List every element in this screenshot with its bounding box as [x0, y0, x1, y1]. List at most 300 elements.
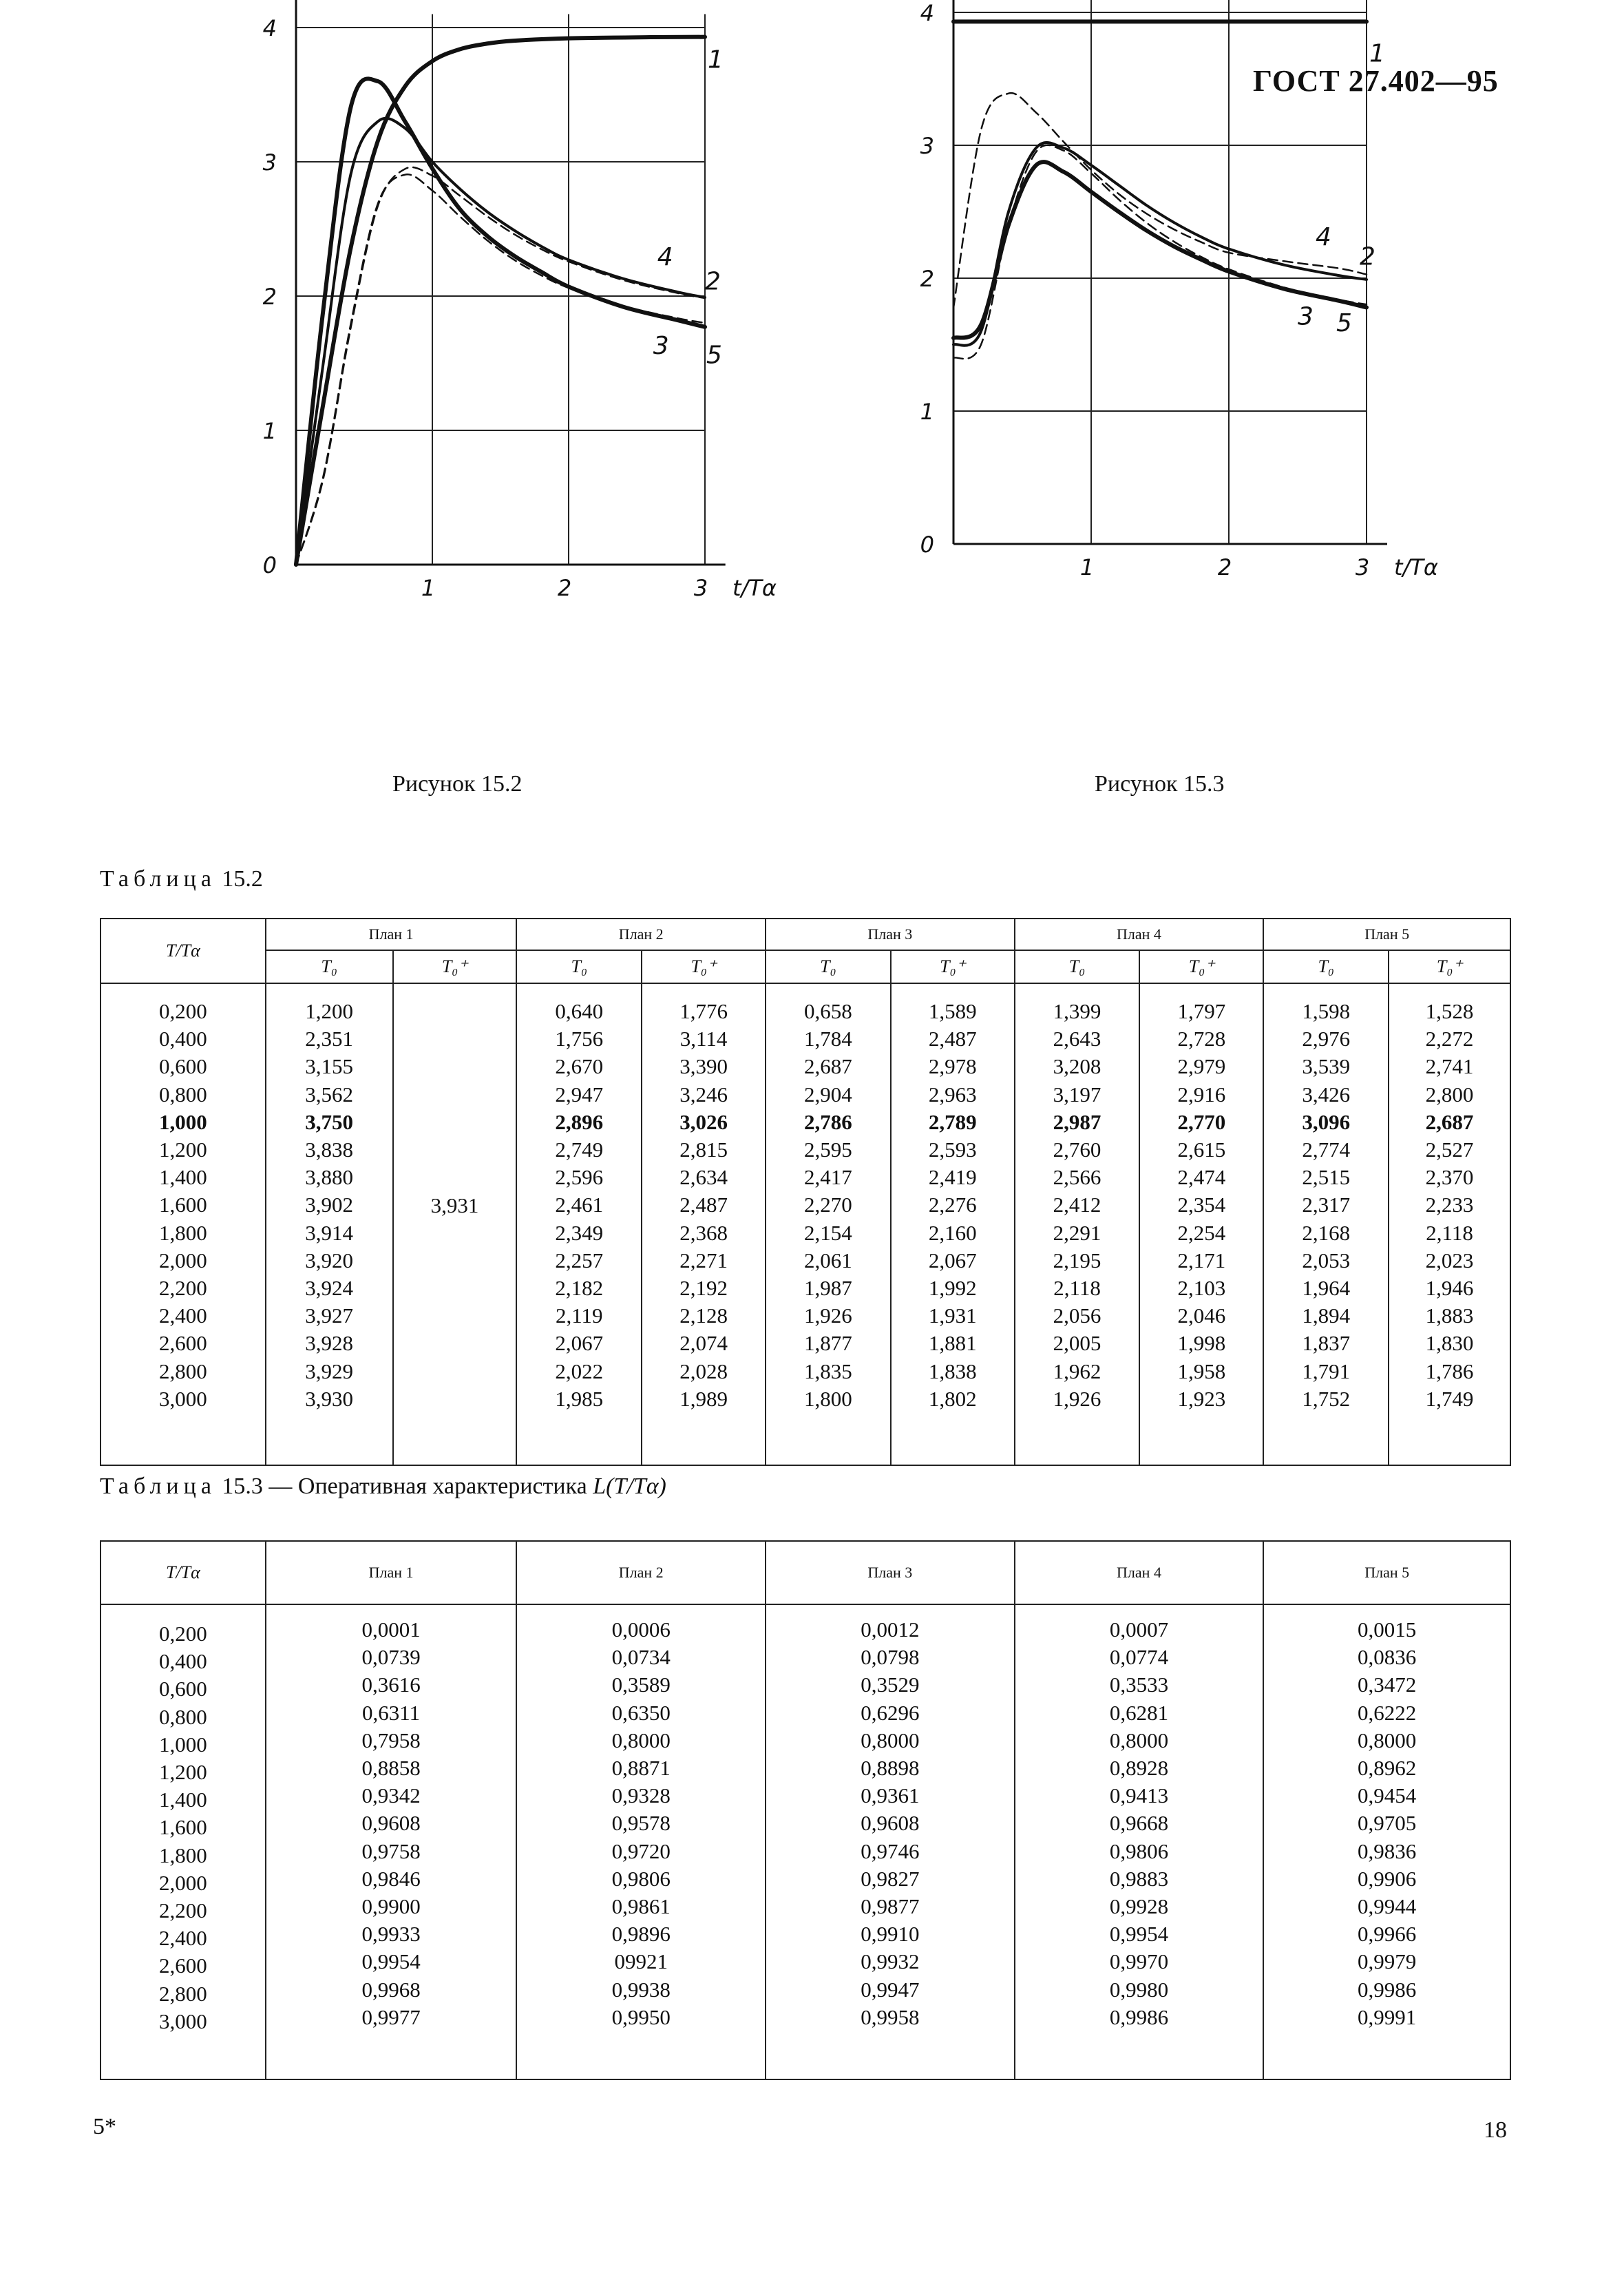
table-cell: 2,270	[804, 1193, 852, 1217]
table-cell: 1,589	[928, 999, 977, 1023]
plan2-t0-column	[516, 983, 642, 1465]
table-cell: 2,200	[159, 1898, 207, 1923]
plan-header: План 3	[766, 1541, 1015, 1604]
table-cell: 2,154	[804, 1220, 852, 1245]
table-cell: 2,400	[158, 1303, 207, 1328]
table-cell: 0,8000	[1109, 1728, 1169, 1752]
table-cell: 2,634	[679, 1165, 728, 1190]
table-cell: 1,881	[928, 1331, 977, 1356]
table-cell: 3,838	[305, 1138, 353, 1162]
sub-header-t0plus: T₀⁺	[1139, 950, 1263, 983]
table-cell: 3,197	[1053, 1082, 1101, 1107]
table-cell: 0,9806	[611, 1866, 671, 1891]
table-cell: 2,000	[158, 1248, 207, 1272]
x-tick-label: 2	[1217, 554, 1232, 580]
table-15-3	[100, 1540, 1511, 2080]
table-cell: 1,923	[1177, 1386, 1226, 1411]
table-cell: 2,272	[1425, 1027, 1474, 1051]
page-number: 18	[1484, 2117, 1507, 2143]
y-tick-label: 1	[262, 418, 277, 444]
table-cell: 3,924	[305, 1276, 353, 1301]
table-cell: 0,9608	[361, 1811, 421, 1836]
table-cell: 2,774	[1302, 1138, 1351, 1162]
x-axis-label: t/Tα	[1394, 554, 1438, 580]
sub-header-t0plus: T₀⁺	[891, 950, 1015, 983]
plan2-column	[516, 1604, 766, 2079]
table-cell: 0,800	[159, 1704, 207, 1729]
table-cell: 0,7958	[361, 1728, 421, 1752]
table-cell: 2,023	[1425, 1248, 1474, 1272]
table-cell: 0,9342	[361, 1783, 421, 1808]
table-cell: 0,9966	[1358, 1922, 1417, 1947]
table-title-function: L(T/Tα)	[593, 1474, 666, 1499]
table-cell: 0,9861	[611, 1894, 671, 1919]
plan-header: План 5	[1263, 919, 1510, 950]
curve-label: 5	[706, 341, 722, 370]
table-cell: 2,728	[1177, 1027, 1226, 1051]
table-cell: 0,9950	[611, 2004, 671, 2029]
table-cell: 1,926	[1053, 1386, 1101, 1411]
table-cell: 1,400	[158, 1165, 207, 1190]
table-cell: 0,0798	[861, 1645, 920, 1670]
table-title-number: 15.2	[222, 866, 263, 892]
table-cell: 2,770	[1177, 1109, 1226, 1134]
curve-5	[296, 174, 705, 565]
table-cell: 3,246	[679, 1082, 728, 1107]
table-cell: 2,056	[1053, 1303, 1101, 1328]
table-cell: 2,515	[1302, 1165, 1351, 1190]
ratio-header: T/Tα	[101, 919, 266, 983]
table-cell: 0,800	[158, 1082, 207, 1107]
table-cell: 2,595	[804, 1138, 852, 1162]
table-cell: 0,9758	[361, 1838, 421, 1863]
table-cell: 2,005	[1053, 1331, 1101, 1356]
table-cell: 3,000	[159, 2009, 207, 2033]
sub-header-t0plus: T₀⁺	[393, 950, 517, 983]
table-cell: 0,9986	[1109, 2004, 1169, 2029]
table-cell: 2,978	[928, 1054, 977, 1079]
table-cell: 0,400	[158, 1027, 207, 1051]
table-cell: 3,928	[305, 1331, 353, 1356]
plan-header: План 1	[266, 919, 517, 950]
table-cell: 0,9954	[361, 1949, 421, 1974]
table-cell: 0,9827	[861, 1866, 920, 1891]
table-cell: 3,390	[679, 1054, 728, 1079]
table-cell: 0,6296	[861, 1700, 920, 1725]
table-cell: 0,0007	[1109, 1617, 1169, 1642]
figure-15-2-chart	[238, 15, 788, 768]
table-cell: 2,171	[1177, 1248, 1226, 1272]
table-cell: 0,3472	[1358, 1673, 1417, 1697]
table-title-word: Таблица	[100, 866, 216, 892]
plan3-column	[766, 1604, 1015, 2079]
table-cell: 1,784	[804, 1027, 852, 1051]
table-cell: 3,927	[305, 1303, 353, 1328]
table-cell: 2,370	[1425, 1165, 1474, 1190]
table-cell: 0,9979	[1358, 1949, 1417, 1974]
table-cell: 2,566	[1053, 1165, 1101, 1190]
ratio-column	[101, 1604, 266, 2079]
ratio-column	[101, 983, 266, 1465]
y-tick-label: 4	[262, 15, 277, 41]
plan5-t0plus-column	[1389, 983, 1510, 1465]
table-cell: 1,877	[804, 1331, 852, 1356]
table-cell: 1,000	[158, 1109, 207, 1134]
curve-label: 3	[1298, 302, 1314, 331]
table-cell: 1,998	[1177, 1331, 1226, 1356]
table-cell: 2,687	[804, 1054, 852, 1079]
table-cell: 2,118	[1053, 1276, 1101, 1301]
sub-header-t0: T₀	[1263, 950, 1389, 983]
table-cell: 1,000	[159, 1732, 207, 1757]
sub-header-t0: T₀	[1015, 950, 1140, 983]
table-cell: 0,6350	[611, 1700, 671, 1725]
table-cell: 0,6311	[362, 1700, 421, 1725]
table-cell: 0,9413	[1109, 1783, 1169, 1808]
table-cell: 2,046	[1177, 1303, 1226, 1328]
table-cell: 2,291	[1053, 1220, 1101, 1245]
figure-15-3-caption: Рисунок 15.3	[1095, 771, 1225, 797]
table-cell: 3,026	[679, 1109, 728, 1134]
table-title-number: 15.3	[222, 1474, 263, 1499]
table-cell: 2,600	[158, 1331, 207, 1356]
table-cell: 2,400	[159, 1926, 207, 1951]
table-cell: 1,800	[158, 1220, 207, 1245]
table-cell: 1,894	[1302, 1303, 1351, 1328]
y-tick-label: 4	[920, 0, 934, 26]
table-cell: 0,0774	[1109, 1645, 1169, 1670]
table-cell: 0,9986	[1358, 1977, 1417, 2002]
sub-header-t0: T₀	[266, 950, 393, 983]
table-cell: 2,168	[1302, 1220, 1351, 1245]
table-cell: 2,195	[1053, 1248, 1101, 1272]
document-code: ГОСТ 27.402—95	[1253, 64, 1499, 98]
table-cell: 3,750	[305, 1109, 353, 1134]
table-cell: 3,562	[305, 1082, 353, 1107]
table-cell: 0,8928	[1109, 1756, 1169, 1781]
table-cell: 2,916	[1177, 1082, 1226, 1107]
table-cell: 0,6281	[1109, 1700, 1169, 1725]
table-cell: 2,276	[928, 1193, 977, 1217]
table-cell: 0,9836	[1358, 1838, 1417, 1863]
table-cell: 0,9980	[1109, 1977, 1169, 2002]
table-cell: 2,271	[679, 1248, 728, 1272]
curve-label: 2	[1360, 242, 1375, 271]
table-cell: 0,9361	[861, 1783, 920, 1808]
table-cell: 1,791	[1302, 1359, 1351, 1383]
table-cell: 2,487	[928, 1027, 977, 1051]
plan4-t0-column	[1015, 983, 1140, 1465]
table-cell: 0,9705	[1358, 1811, 1417, 1836]
table-cell: 0,0015	[1358, 1617, 1417, 1642]
table-cell: 2,128	[679, 1303, 728, 1328]
table-cell: 1,600	[158, 1193, 207, 1217]
plan-header: План 4	[1015, 919, 1264, 950]
table-cell: 3,880	[305, 1165, 353, 1190]
plan3-t0plus-column	[891, 983, 1015, 1465]
table-cell: 2,022	[555, 1359, 604, 1383]
table-cell: 1,926	[804, 1303, 852, 1328]
table-cell: 2,600	[159, 1953, 207, 1978]
table-cell: 1,837	[1302, 1331, 1351, 1356]
table-cell: 2,789	[928, 1109, 977, 1134]
plan1-column	[266, 1604, 517, 2079]
plan-header: План 5	[1263, 1541, 1510, 1604]
table-cell: 2,749	[555, 1138, 604, 1162]
table-cell: 0,8871	[611, 1756, 671, 1781]
table-cell: 2,233	[1425, 1193, 1474, 1217]
table-cell: 0,9906	[1358, 1866, 1417, 1891]
table-cell: 0,400	[159, 1649, 207, 1674]
curve-label: 5	[1336, 309, 1352, 338]
y-tick-label: 1	[920, 399, 934, 425]
table-cell: 0,9932	[861, 1949, 920, 1974]
table-cell: 2,419	[928, 1165, 977, 1190]
table-cell: 3,155	[305, 1054, 353, 1079]
sub-header-t0plus: T₀⁺	[642, 950, 766, 983]
table-cell: 0,9938	[611, 1977, 671, 2002]
plan-header: План 1	[266, 1541, 517, 1604]
table-cell: 3,208	[1053, 1054, 1101, 1079]
table-cell: 2,760	[1053, 1138, 1101, 1162]
table-cell: 2,354	[1177, 1193, 1226, 1217]
x-tick-label: 1	[421, 575, 436, 601]
table-cell: 0,200	[158, 999, 207, 1023]
table-cell: 0,3533	[1109, 1673, 1169, 1697]
table-cell: 2,593	[928, 1138, 977, 1162]
table-cell: 2,527	[1425, 1138, 1474, 1162]
table-15-2-title	[100, 866, 263, 892]
table-cell: 3,539	[1302, 1054, 1351, 1079]
table-cell: 1,802	[928, 1386, 977, 1411]
table-cell: 1,964	[1302, 1276, 1351, 1301]
table-cell: 0,600	[158, 1054, 207, 1079]
table-cell: 2,615	[1177, 1138, 1226, 1162]
table-cell: 2,976	[1302, 1027, 1351, 1051]
plan5-column	[1263, 1604, 1510, 2079]
table-cell: 2,182	[555, 1276, 604, 1301]
table-cell: 2,963	[928, 1082, 977, 1107]
plan1-t0-column	[266, 983, 393, 1465]
table-cell: 2,474	[1177, 1165, 1226, 1190]
table-cell: 0,8898	[861, 1756, 920, 1781]
y-tick-label: 2	[262, 284, 277, 310]
table-cell: 3,096	[1302, 1109, 1351, 1134]
table-cell: 2,987	[1053, 1109, 1101, 1134]
table-cell: 1,200	[158, 1138, 207, 1162]
table-cell: 0,9608	[861, 1811, 920, 1836]
plan1-t0plus-value: 3,931	[430, 1193, 479, 1217]
table-cell: 1,756	[555, 1027, 604, 1051]
table-cell: 0,200	[159, 1622, 207, 1646]
table-cell: 3,114	[679, 1027, 728, 1051]
table-cell: 09921	[614, 1949, 668, 1974]
table-cell: 0,9806	[1109, 1838, 1169, 1863]
x-tick-label: 2	[557, 575, 572, 601]
table-cell: 0,9970	[1109, 1949, 1169, 1974]
plan2-t0plus-column	[642, 983, 766, 1465]
table-cell: 1,600	[159, 1815, 207, 1840]
table-cell: 2,067	[555, 1331, 604, 1356]
table-cell: 2,349	[555, 1220, 604, 1245]
table-cell: 2,067	[928, 1248, 977, 1272]
table-cell: 3,929	[305, 1359, 353, 1383]
table-cell: 0,9910	[861, 1922, 920, 1947]
table-cell: 3,920	[305, 1248, 353, 1272]
table-cell: 2,670	[555, 1054, 604, 1079]
table-cell: 2,192	[679, 1276, 728, 1301]
table-cell: 2,351	[305, 1027, 353, 1051]
plan3-t0-column	[766, 983, 891, 1465]
table-cell: 0,8962	[1358, 1756, 1417, 1781]
table-cell: 0,9954	[1109, 1922, 1169, 1947]
table-title-text: — Оперативная характеристика	[268, 1474, 587, 1499]
table-cell: 2,896	[555, 1109, 604, 1134]
table-cell: 1,838	[928, 1359, 977, 1383]
plan5-t0-column	[1263, 983, 1389, 1465]
table-cell: 2,412	[1053, 1193, 1101, 1217]
table-cell: 2,254	[1177, 1220, 1226, 1245]
plan-header: План 2	[516, 1541, 766, 1604]
curve-1	[296, 37, 705, 565]
table-cell: 2,904	[804, 1082, 852, 1107]
table-cell: 0,9454	[1358, 1783, 1417, 1808]
table-cell: 3,426	[1302, 1082, 1351, 1107]
x-tick-label: 3	[693, 575, 708, 601]
table-cell: 1,800	[804, 1386, 852, 1411]
x-tick-label: 1	[1079, 554, 1095, 580]
table-cell: 1,528	[1425, 999, 1474, 1023]
table-cell: 0,8000	[1358, 1728, 1417, 1752]
table-cell: 2,800	[1425, 1082, 1474, 1107]
table-cell: 0,0012	[861, 1617, 920, 1642]
table-cell: 2,119	[555, 1303, 603, 1328]
table-cell: 2,103	[1177, 1276, 1226, 1301]
curve-label: 4	[1316, 222, 1331, 251]
plan-header: План 4	[1015, 1541, 1264, 1604]
table-cell: 2,417	[804, 1165, 852, 1190]
curve-label: 4	[657, 243, 673, 272]
figure-15-2	[238, 15, 788, 768]
table-cell: 1,992	[928, 1276, 977, 1301]
y-tick-label: 2	[920, 266, 934, 292]
table-cell: 2,028	[679, 1359, 728, 1383]
table-cell: 2,687	[1425, 1109, 1474, 1134]
table-cell: 0,9720	[611, 1838, 671, 1863]
table-cell: 0,8858	[361, 1756, 421, 1781]
table-cell: 2,118	[1426, 1220, 1473, 1245]
table-cell: 1,797	[1177, 999, 1226, 1023]
table-cell: 2,979	[1177, 1054, 1226, 1079]
table-cell: 2,800	[159, 1981, 207, 2006]
sheet-mark: 5*	[93, 2114, 116, 2139]
sub-header-t0: T₀	[766, 950, 891, 983]
table-cell: 1,786	[1425, 1359, 1474, 1383]
table-cell: 3,000	[158, 1386, 207, 1411]
table-cell: 0,0739	[361, 1645, 421, 1670]
table-cell: 1,749	[1425, 1386, 1474, 1411]
table-cell: 1,883	[1425, 1303, 1474, 1328]
table-cell: 0,0734	[611, 1645, 671, 1670]
table-cell: 2,741	[1425, 1054, 1474, 1079]
y-tick-label: 0	[262, 552, 277, 578]
table-cell: 2,000	[159, 1870, 207, 1895]
sub-header-t0: T₀	[516, 950, 642, 983]
table-cell: 2,368	[679, 1220, 728, 1245]
table-cell: 1,958	[1177, 1359, 1226, 1383]
table-cell: 0,0836	[1358, 1645, 1417, 1670]
y-tick-label: 3	[262, 149, 277, 176]
y-tick-label: 0	[920, 532, 934, 558]
table-cell: 0,9928	[1109, 1894, 1169, 1919]
table-cell: 0,9883	[1109, 1866, 1169, 1891]
table-cell: 1,835	[804, 1359, 852, 1383]
figure-15-2-caption: Рисунок 15.2	[392, 771, 523, 797]
table-cell: 0,9933	[361, 1922, 421, 1947]
table-cell: 0,9746	[861, 1838, 920, 1863]
table-cell: 0,9968	[361, 1977, 421, 2002]
table-cell: 0,6222	[1358, 1700, 1417, 1725]
table-cell: 0,3616	[361, 1673, 421, 1697]
table-cell: 1,800	[159, 1843, 207, 1867]
plan4-column	[1015, 1604, 1264, 2079]
plan1-t0plus-column	[393, 983, 517, 1465]
plan4-t0plus-column	[1139, 983, 1263, 1465]
table-cell: 1,931	[928, 1303, 977, 1328]
table-cell: 1,200	[305, 999, 353, 1023]
table-cell: 2,487	[679, 1193, 728, 1217]
table-cell: 2,074	[679, 1331, 728, 1356]
curve-label: 1	[707, 45, 724, 74]
table-15-2	[100, 918, 1511, 1466]
table-cell: 0,658	[804, 999, 852, 1023]
table-cell: 3,914	[305, 1220, 353, 1245]
table-cell: 2,643	[1053, 1027, 1101, 1051]
table-cell: 0,8000	[861, 1728, 920, 1752]
table-cell: 0,9991	[1358, 2004, 1417, 2029]
table-15-3-title	[100, 1474, 666, 1500]
table-cell: 0,9958	[861, 2004, 920, 2029]
table-cell: 0,9900	[361, 1894, 421, 1919]
table-cell: 0,9944	[1358, 1894, 1417, 1919]
table-cell: 3,902	[305, 1193, 353, 1217]
table-cell: 0,9896	[611, 1922, 671, 1947]
table-cell: 1,598	[1302, 999, 1351, 1023]
curve-label: 1	[1369, 39, 1385, 68]
table-cell: 0,600	[159, 1677, 207, 1701]
table-cell: 1,776	[679, 999, 728, 1023]
curve-2	[296, 118, 705, 565]
plan-header: План 2	[516, 919, 766, 950]
table-cell: 2,053	[1302, 1248, 1351, 1272]
table-cell: 2,596	[555, 1165, 604, 1190]
table-cell: 0,0001	[361, 1617, 421, 1642]
table-cell: 0,9977	[361, 2004, 421, 2029]
ratio-header: T/Tα	[101, 1541, 266, 1604]
table-cell: 1,946	[1425, 1276, 1474, 1301]
plan-header: План 3	[766, 919, 1015, 950]
table-cell: 0,9846	[361, 1866, 421, 1891]
table-cell: 0,3589	[611, 1673, 671, 1697]
table-cell: 2,815	[679, 1138, 728, 1162]
x-tick-label: 3	[1355, 554, 1370, 580]
x-axis-label: t/Tα	[732, 575, 777, 601]
table-cell: 1,985	[555, 1386, 604, 1411]
table-cell: 2,461	[555, 1193, 604, 1217]
table-cell: 2,947	[555, 1082, 604, 1107]
table-cell: 1,399	[1053, 999, 1101, 1023]
curve-label: 2	[705, 267, 721, 296]
